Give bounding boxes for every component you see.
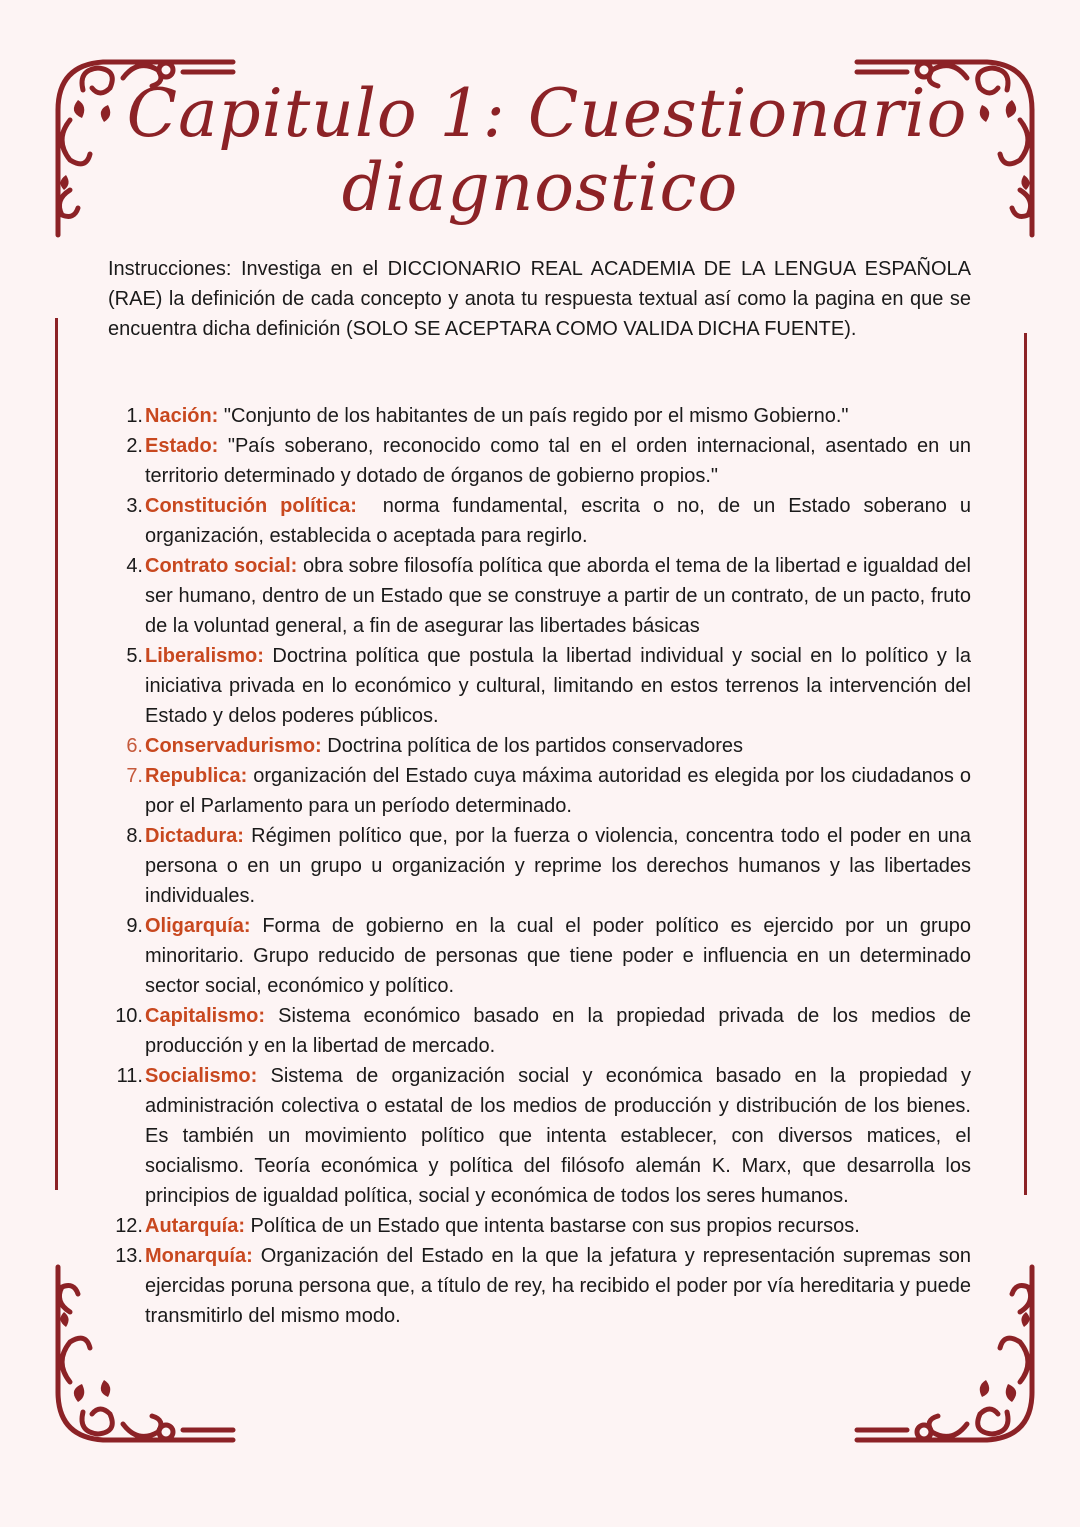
definition-text: Política de un Estado que intenta bastarse con sus propios recursos. <box>245 1215 860 1237</box>
definition-item <box>108 401 971 431</box>
page-title: Capitulo 1: Cuestionario <box>126 75 968 152</box>
definition-text: "País soberano, reconocido como tal en el orden internacional, asentado en un territorio determinado y dotado de órganos de gobierno propios." <box>145 435 977 487</box>
definition-term: Nación: <box>145 405 219 427</box>
definitions-list <box>108 401 977 1331</box>
definition-item <box>108 911 977 1001</box>
definition-term: Autarquía: <box>145 1215 245 1237</box>
definition-item <box>108 761 977 821</box>
item-number: 10. <box>115 1005 143 1027</box>
definition-text: Sistema de organización social y económica basado en la propiedad y administración colectiva o estatal de los medios de producción y distribución de los bienes. Es también un movimiento político que intenta establecer, con diversos matices, el socialismo. Teoría económica y política del filósofo alemán K. Marx, que desarrolla los principios de igualdad política, social y económica de todos los seres humanos. <box>145 1065 977 1207</box>
definition-term: Constitución política: <box>145 495 357 517</box>
definition-term: Estado: <box>145 435 219 457</box>
definition-term: Contrato social: <box>145 555 298 577</box>
definition-text: "Conjunto de los habitantes de un país regido por el mismo Gobierno." <box>218 405 849 427</box>
definition-text: Régimen político que, por la fuerza o violencia, concentra todo el poder en una persona o en un grupo u organización y reprime los derechos humanos y las libertades individuales. <box>145 825 977 907</box>
item-number: 5. <box>126 645 143 667</box>
definition-text: obra sobre filosofía política que aborda el tema de la libertad e igualdad del ser humano, dentro de un Estado que se construye a partir de un contrato, de un pacto, fruto de la voluntad general, a fin de asegurar las libertades básicas <box>145 555 977 637</box>
definition-text: Forma de gobierno en la cual el poder político es ejercido por un grupo minoritario. Grupo reducido de personas que tiene poder e influencia en un determinado sector social, económico y político. <box>145 915 977 997</box>
definition-item <box>108 1061 977 1211</box>
item-number: 13. <box>115 1245 143 1267</box>
definition-text: Doctrina política que postula la libertad individual y social en lo político y la iniciativa privada en lo económico y cultural, limitando en estos terrenos la intervención del Estado y delos poderes públicos. <box>145 645 977 727</box>
item-number: 6. <box>126 735 143 757</box>
definition-item <box>108 641 977 731</box>
item-number: 12. <box>115 1215 143 1237</box>
definition-term: Liberalismo: <box>145 645 264 667</box>
definition-item <box>108 1211 971 1241</box>
item-number: 9. <box>126 915 143 937</box>
item-number: 1. <box>126 405 143 427</box>
item-number: 11. <box>116 1065 143 1087</box>
item-number: 3. <box>126 495 143 517</box>
definition-item <box>108 491 977 551</box>
border-line-right <box>1024 333 1027 1195</box>
definition-item <box>108 431 977 491</box>
definition-term: Dictadura: <box>145 825 244 847</box>
page-title-line2: diagnostico <box>341 149 739 226</box>
definition-item <box>108 1241 977 1331</box>
item-number: 2. <box>126 435 143 457</box>
definition-item <box>108 821 977 911</box>
item-number: 7. <box>126 765 143 787</box>
definition-text: Organización del Estado en la que la jefatura y representación supremas son ejercidas poruna persona que, a título de rey, ha recibido el poder por vía hereditaria y puede transmitirlo del mismo modo. <box>145 1245 977 1327</box>
instructions-paragraph: Instrucciones: Investiga en el DICCIONARIO REAL ACADEMIA DE LA LENGUA ESPAÑOLA (RAE) la definición de cada concepto y anota tu respuesta textual así como la pagina en que se encuentra dicha definición (SOLO SE ACEPTARA COMO VALIDA DICHA FUENTE). <box>108 258 971 340</box>
definition-term: Monarquía: <box>145 1245 253 1267</box>
definition-item <box>108 731 971 761</box>
definition-item <box>108 1001 977 1061</box>
definition-text: organización del Estado cuya máxima autoridad es elegida por los ciudadanos o por el Parlamento para un período determinado. <box>145 765 977 817</box>
definition-text: Sistema económico basado en la propiedad privada de los medios de producción y en la libertad de mercado. <box>145 1005 977 1057</box>
definition-term: Republica: <box>145 765 248 787</box>
definition-item <box>108 551 977 641</box>
item-number: 8. <box>126 825 143 847</box>
definition-text: Doctrina política de los partidos conservadores <box>321 735 744 757</box>
item-number: 4. <box>126 555 143 577</box>
definition-term: Oligarquía: <box>145 915 251 937</box>
definition-term: Conservadurismo: <box>145 735 322 757</box>
definition-term: Capitalismo: <box>145 1005 266 1027</box>
definition-term: Socialismo: <box>145 1065 258 1087</box>
definition-text: norma fundamental, escrita o no, de un Estado soberano u organización, establecida o aceptada para regirlo. <box>145 495 977 547</box>
border-line-left <box>55 318 58 1190</box>
